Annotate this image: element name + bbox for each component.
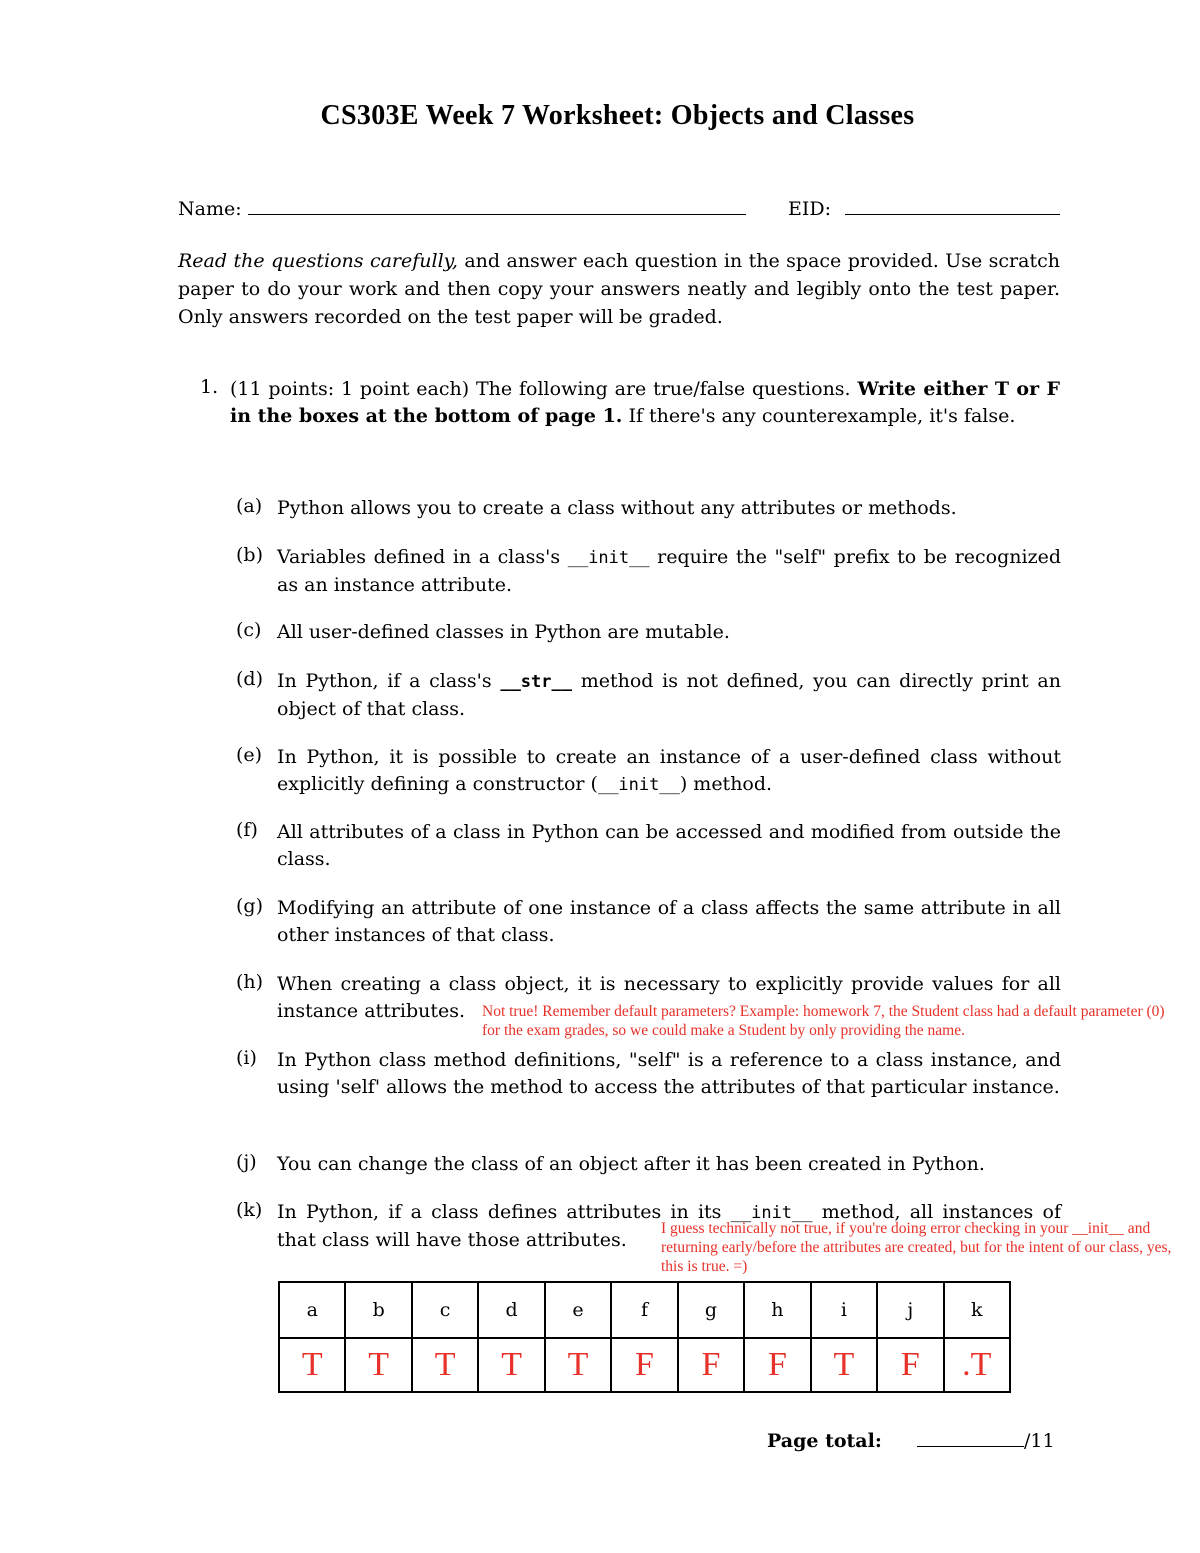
item-e (277, 744, 1061, 799)
page-total-max: /11 (1024, 1430, 1055, 1452)
item-i (277, 1047, 1061, 1101)
item-label-k: (k) (236, 1199, 263, 1221)
item-text: All attributes of a class in Python can be accessed and modified from outside the class. (277, 821, 1061, 870)
answer-header-cell: e (545, 1282, 611, 1338)
page-total-field[interactable] (917, 1446, 1024, 1447)
item-d (277, 668, 1061, 723)
item-text: ) method. (679, 773, 773, 795)
item-label-h: (h) (236, 971, 264, 993)
page-total-label: Page total: (767, 1430, 882, 1452)
name-label: Name: (178, 198, 242, 220)
answer-header-cell: b (345, 1282, 411, 1338)
answer-header-cell: f (611, 1282, 677, 1338)
answer-cell[interactable]: T (412, 1338, 478, 1392)
eid-label: EID: (788, 198, 832, 220)
answer-cell[interactable]: T (478, 1338, 544, 1392)
item-text: In Python, if a class's (277, 670, 501, 692)
item-text: Modifying an attribute of one instance of a class affects the same attribute in all other instances of that class. (277, 897, 1061, 946)
item-code: __str__ (500, 672, 572, 692)
item-text: In Python, it is possible to create an instance of a user-defined class without explicitly defining a constructor ( (277, 746, 1061, 795)
answer-header-cell: h (744, 1282, 810, 1338)
item-text: Python allows you to create a class without any attributes or methods. (277, 497, 957, 519)
answer-cell[interactable]: T (545, 1338, 611, 1392)
item-g (277, 895, 1061, 949)
question-1 (230, 376, 1060, 430)
item-label-j: (j) (236, 1151, 257, 1173)
answer-header-cell: k (944, 1282, 1010, 1338)
answer-cell[interactable]: T (811, 1338, 877, 1392)
answer-value-row (279, 1338, 1010, 1392)
item-b (277, 544, 1061, 599)
item-text: You can change the class of an object after it has been created in Python. (277, 1153, 985, 1175)
annotation-k: I guess technically not true, if you're doing error checking in your __init__ and returning early/before the attributes are created, but for the intent of our class, yes, this is true. =) (661, 1220, 1172, 1275)
instructions (178, 247, 1060, 331)
item-text: When creating a class object, it is necessary to explicitly provide values for all instance attributes. (277, 973, 1061, 1022)
item-label-i: (i) (236, 1047, 257, 1069)
answer-cell[interactable]: T (279, 1338, 345, 1392)
answer-header-row (279, 1282, 1010, 1338)
item-text: method, all instances of that class will have those attributes. (277, 1201, 1061, 1251)
worksheet-title: CS303E Week 7 Worksheet: Objects and Classes (320, 100, 915, 131)
item-c (277, 619, 1061, 646)
item-text: method is not defined, you can directly print an object of that class. (277, 670, 1061, 720)
name-field[interactable] (248, 214, 746, 215)
item-a (277, 495, 1061, 522)
item-label-a: (a) (236, 495, 263, 517)
answer-cell[interactable]: T (345, 1338, 411, 1392)
question-number: 1. (200, 376, 219, 398)
item-j (277, 1151, 1061, 1178)
answer-cell[interactable]: F (611, 1338, 677, 1392)
question-bold-instruction: Write either T or F in the boxes at the bottom of page 1. (230, 378, 1060, 427)
answer-cell[interactable]: F (678, 1338, 744, 1392)
question-tail: If there's any counterexample, it's false. (622, 405, 1016, 427)
item-code: __init__ (567, 548, 650, 568)
item-label-e: (e) (236, 744, 263, 766)
item-text: require the "self" prefix to be recognized as an instance attribute. (277, 546, 1062, 596)
answer-header-cell: g (678, 1282, 744, 1338)
answer-header-cell: d (478, 1282, 544, 1338)
answer-cell[interactable]: F (877, 1338, 943, 1392)
item-f (277, 819, 1061, 873)
item-text: Variables defined in a class's (277, 546, 568, 568)
annotation-h: Not true! Remember default parameters? Example: homework 7, the Student class had a default parameter (0) for the exam grades, so we could make a Student by only providing the name. (482, 1003, 1165, 1039)
answer-table (278, 1281, 1011, 1393)
item-label-c: (c) (236, 619, 262, 641)
answer-cell[interactable]: F (744, 1338, 810, 1392)
item-text: All user-defined classes in Python are mutable. (277, 621, 730, 643)
item-text: In Python class method definitions, "self" is a reference to a class instance, and using 'self' allows the method to access the attributes of that particular instance. (277, 1049, 1061, 1098)
answer-header-cell: a (279, 1282, 345, 1338)
item-text: In Python, if a class defines attributes in its (277, 1201, 731, 1223)
instructions-text: and answer each question in the space provided. Use scratch paper to do your work and then copy your answers neatly and legibly onto the test paper. Only answers recorded on the test paper will be graded. (178, 250, 1060, 328)
question-intro: (11 points: 1 point each) The following are true/false questions. (230, 378, 858, 400)
eid-field[interactable] (845, 214, 1060, 215)
answer-header-cell: i (811, 1282, 877, 1338)
answer-header-cell: c (412, 1282, 478, 1338)
item-label-d: (d) (236, 668, 263, 690)
item-label-g: (g) (236, 895, 263, 917)
item-code: __init__ (730, 1203, 813, 1223)
answer-cell[interactable]: .T (944, 1338, 1010, 1392)
item-label-f: (f) (236, 819, 258, 841)
item-label-b: (b) (236, 544, 263, 566)
instructions-italic: Read the questions carefully, (178, 250, 458, 272)
answer-header-cell: j (877, 1282, 943, 1338)
item-code: __init__ (597, 775, 680, 795)
